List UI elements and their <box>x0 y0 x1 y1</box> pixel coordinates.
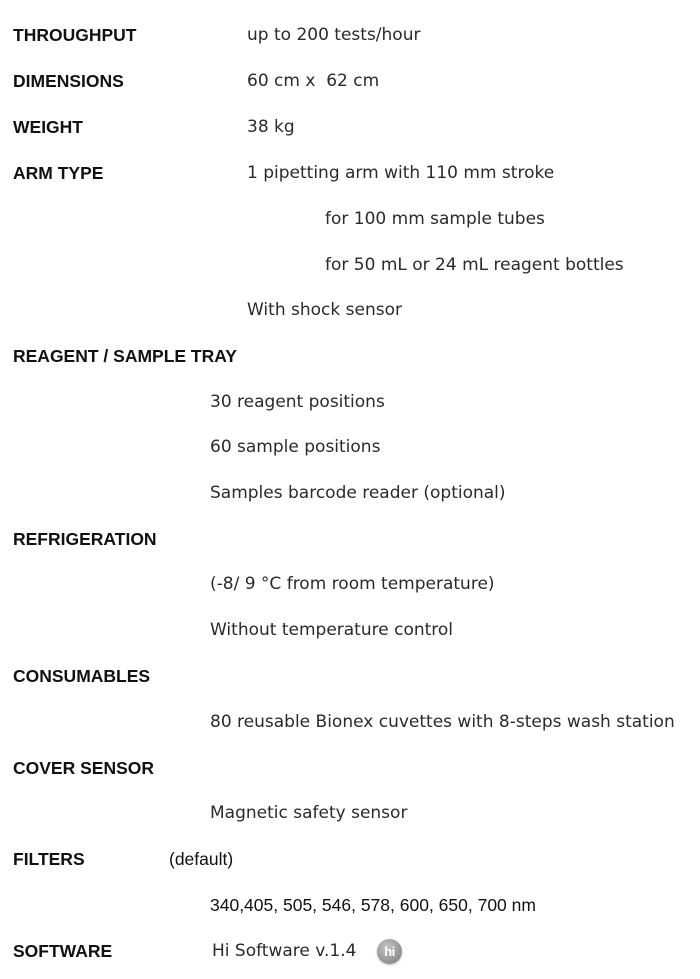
software-value: Hi Software v.1.4 <box>212 941 357 961</box>
software-label: SOFTWARE <box>13 941 113 961</box>
arm-type-shock-sensor: With shock sensor <box>247 300 402 320</box>
arm-type-label: ARM TYPE <box>13 163 104 183</box>
refrigeration-label: REFRIGERATION <box>13 529 157 549</box>
consumables-label: CONSUMABLES <box>13 666 151 686</box>
weight-label: WEIGHT <box>13 117 83 137</box>
refrigeration-control: Without temperature control <box>210 620 454 640</box>
tray-reagent-positions: 30 reagent positions <box>210 392 385 412</box>
filters-wavelengths: 340,405, 505, 546, 578, 600, 650, 700 nm <box>210 895 536 915</box>
tray-barcode-reader: Samples barcode reader (optional) <box>210 483 506 503</box>
arm-type-bottles: for 50 mL or 24 mL reagent bottles <box>325 255 624 275</box>
refrigeration-range: (-8/ 9 °C from room temperature) <box>210 574 495 594</box>
weight-value: 38 kg <box>247 117 295 137</box>
dimensions-label: DIMENSIONS <box>13 71 124 91</box>
hi-logo-icon <box>377 939 402 964</box>
filters-default-note: (default) <box>169 849 234 869</box>
tray-label: REAGENT / SAMPLE TRAY <box>13 346 237 366</box>
cover-sensor-label: COVER SENSOR <box>13 758 154 778</box>
throughput-label: THROUGHPUT <box>13 25 137 45</box>
arm-type-tubes: for 100 mm sample tubes <box>325 209 545 229</box>
dimensions-value: 60 cm x 62 cm <box>247 71 380 91</box>
hi-logo-text: hi <box>384 944 395 959</box>
tray-sample-positions: 60 sample positions <box>210 437 381 457</box>
filters-label: FILTERS <box>13 849 85 869</box>
throughput-value: up to 200 tests/hour <box>247 25 421 45</box>
arm-type-value: 1 pipetting arm with 110 mm stroke <box>247 163 555 183</box>
consumables-value: 80 reusable Bionex cuvettes with 8-steps wash station <box>210 712 675 732</box>
cover-sensor-value: Magnetic safety sensor <box>210 803 408 823</box>
